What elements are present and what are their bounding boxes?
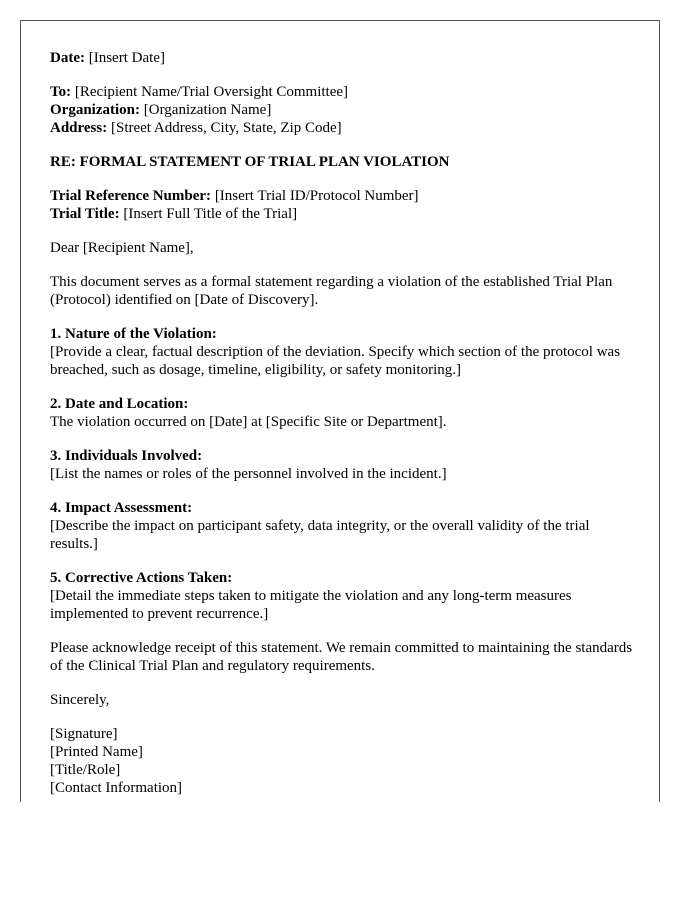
date-line [50,49,640,67]
section-individuals [50,447,640,483]
salutation: Dear [Recipient Name], [50,240,194,256]
section-body: [Detail the immediate steps taken to mitigate the violation and any long-term measures implemented to prevent recurrence.] [50,588,572,622]
trial-title-line [50,205,640,223]
section-heading: 1. Nature of the Violation: [50,326,217,342]
trial-title-label: Trial Title: [50,206,120,222]
signoff: Sincerely, [50,692,110,708]
intro-paragraph: This document serves as a formal statement regarding a violation of the established Trial Plan (Protocol) identified on [Date of Discovery]. [50,274,613,308]
trial-info-block [50,187,640,223]
section-body: [Provide a clear, factual description of the deviation. Specify which section of the protocol was breached, such as dosage, timeline, eligibility, or safety monitoring.] [50,344,621,378]
section-date-location [50,395,640,431]
section-body: The violation occurred on [Date] at [Specific Site or Department]. [50,414,447,430]
section-heading: 2. Date and Location: [50,396,189,412]
signature-placeholder: [Signature] [50,726,118,742]
signature-block [50,725,640,797]
contact-information: [Contact Information] [50,780,183,796]
address-value: [Street Address, City, State, Zip Code] [110,120,342,136]
organization-label: Organization: [50,102,140,118]
section-body: [List the names or roles of the personnel involved in the incident.] [50,466,447,482]
trial-reference-label: Trial Reference Number: [50,188,212,204]
section-corrective-actions [50,569,640,623]
date-label: Date: [50,50,85,66]
letter-body [50,49,640,813]
address-line [50,119,640,137]
section-heading: 4. Impact Assessment: [50,500,193,516]
closing-paragraph: Please acknowledge receipt of this statement. We remain committed to maintaining the standards of the Clinical Trial Plan and regulatory requirements. [50,640,633,674]
to-line [50,83,640,101]
organization-line [50,101,640,119]
trial-reference-value: [Insert Trial ID/Protocol Number] [214,188,419,204]
section-impact [50,499,640,553]
printed-name: [Printed Name] [50,744,143,760]
to-label: To: [50,84,72,100]
section-heading: 3. Individuals Involved: [50,448,203,464]
section-nature [50,325,640,379]
recipient-block [50,83,640,137]
subject-line: RE: FORMAL STATEMENT OF TRIAL PLAN VIOLATION [50,154,450,170]
organization-value: [Organization Name] [143,102,272,118]
date-value: [Insert Date] [88,50,165,66]
subject-block [50,153,640,171]
address-label: Address: [50,120,108,136]
document-page [20,20,660,802]
date-block [50,49,640,67]
section-heading: 5. Corrective Actions Taken: [50,570,233,586]
title-role: [Title/Role] [50,762,121,778]
section-body: [Describe the impact on participant safety, data integrity, or the overall validity of the trial results.] [50,518,590,552]
to-value: [Recipient Name/Trial Oversight Committee] [74,84,349,100]
trial-reference-line [50,187,640,205]
trial-title-value: [Insert Full Title of the Trial] [123,206,298,222]
